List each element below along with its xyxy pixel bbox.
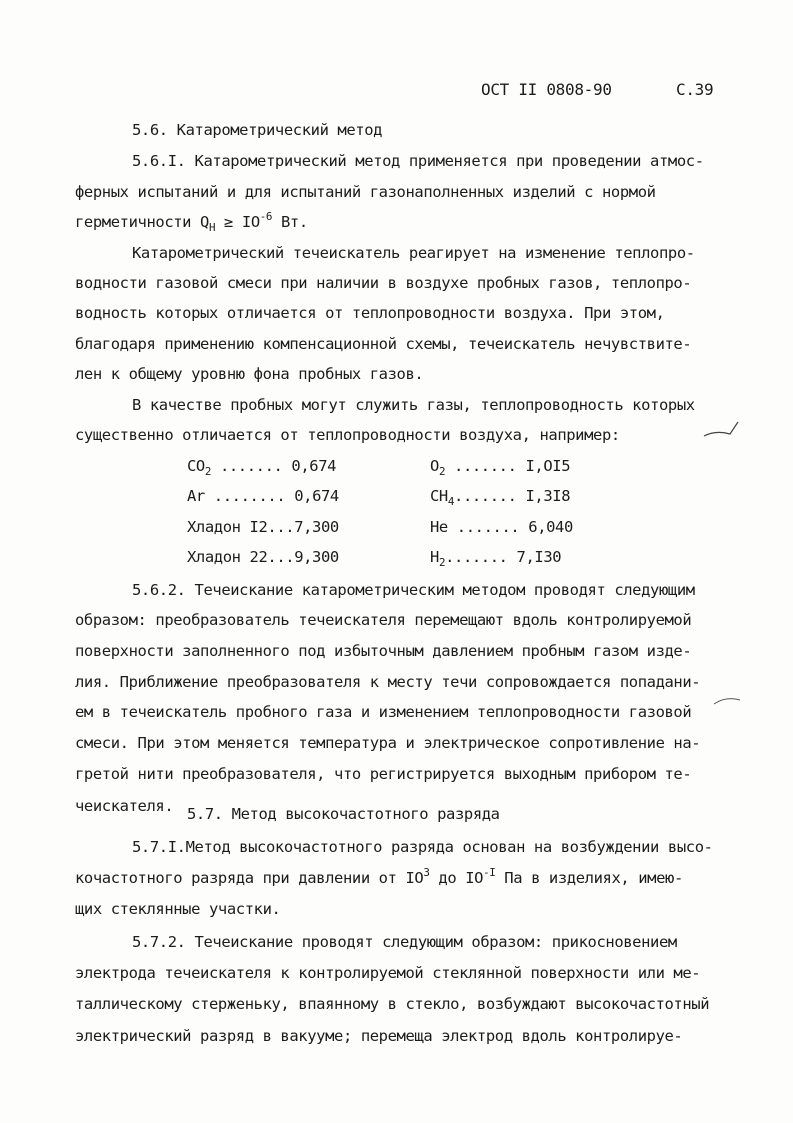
paragraph-line: лен к общему уровню фона пробных газов.: [75, 365, 424, 383]
gas-entry-ar: [187, 487, 339, 505]
gas-name: He: [430, 518, 448, 536]
document-code: ОСТ II 0808-90: [481, 80, 612, 99]
gas-subscript: 2: [204, 465, 212, 478]
paragraph-line: чеискателя.: [75, 797, 174, 815]
formula-q-subscript: Н: [208, 221, 216, 234]
gas-dots: ........: [204, 487, 295, 505]
gas-entry-freon-12: [187, 518, 339, 536]
gas-name: Хладон I2: [187, 518, 268, 536]
page-number: С.39: [676, 80, 714, 99]
paragraph-line: водность которых отличается от теплопроводности воздуха. При этом,: [75, 304, 665, 322]
gas-entry-o2: [430, 457, 571, 478]
gas-subscript: 2: [438, 465, 446, 478]
pressure-suffix: Па в изделиях, имею-: [495, 869, 683, 887]
gas-dots: ...: [267, 518, 295, 536]
paragraph-line: электрода течеискателя к контролируемой стеклянной поверхности или ме-: [75, 964, 701, 982]
paragraph-line: ферных испытаний и для испытаний газонаполненных изделий с нормой: [75, 183, 656, 201]
gas-name: H: [430, 548, 439, 566]
gas-dots: ...: [267, 548, 295, 566]
gas-entry-freon-22: [187, 548, 339, 566]
gas-entry-h2: [430, 548, 562, 569]
paragraph-line: 5.6.I. Катарометрический метод применяется при проведении атмос-: [132, 152, 704, 170]
margin-pencil-mark: [712, 694, 742, 708]
gas-subscript: 4: [447, 495, 455, 508]
paragraph-line: благодаря применению компенсационной схемы, течеискатель нечувствите-: [75, 335, 692, 353]
gas-dots: .......: [447, 518, 529, 536]
pressure-middle: до IO: [429, 869, 484, 887]
gas-name: CO: [187, 457, 205, 475]
paragraph-line: таллическому стерженьку, впаянному в стекло, возбуждают высокочастотный: [75, 995, 710, 1013]
gas-name: CH: [430, 487, 448, 505]
margin-pencil-mark: [700, 420, 740, 444]
formula-unit: Вт.: [272, 213, 308, 231]
paragraph-line: водности газовой смеси при наличии в воздухе пробных газов, теплопро-: [75, 274, 692, 292]
gas-subscript: 2: [438, 556, 446, 569]
formula-exponent: -6: [259, 210, 273, 223]
gas-dots: .......: [445, 548, 517, 566]
gas-entry-co2: [187, 457, 337, 478]
paragraph-line: 5.6.2. Течеискание катарометрическим методом проводят следующим: [132, 581, 695, 599]
pressure-exponent-from: 3: [423, 866, 430, 879]
gas-value: 7,I30: [516, 548, 562, 566]
paragraph-line: 5.7.I.Метод высокочастотного разряда основан на возбуждении высо-: [132, 838, 713, 856]
formula-relation: ≥ IO: [215, 213, 260, 231]
pressure-prefix: кочастотного разряда при давлении от IO: [75, 869, 424, 887]
gas-dots: .......: [454, 487, 526, 505]
paragraph-line: Катарометрический течеискатель реагирует на изменение теплопро-: [132, 244, 695, 262]
paragraph-line: электрический разряд в вакууме; перемеща электрод вдоль контролируе-: [75, 1027, 683, 1045]
paragraph-line: существенно отличается от теплопроводности воздуха, например:: [75, 426, 620, 444]
gas-value: 7,300: [294, 518, 339, 536]
section-heading-5-7: 5.7. Метод высокочастотного разряда: [187, 805, 500, 823]
paragraph-line: гретой нити преобразователя, что регистрируется выходным прибором те-: [75, 765, 692, 783]
gas-value: 0,674: [294, 487, 339, 505]
gas-value: I,3I8: [525, 487, 571, 505]
gas-name: Ar: [187, 487, 205, 505]
paragraph-line: поверхности заполненного под избыточным давлением пробным газом изде-: [75, 642, 692, 660]
gas-value: 9,300: [294, 548, 339, 566]
paragraph-line: ем в течеискатель пробного газа и изменением теплопроводности газовой: [75, 703, 692, 721]
paragraph-line: щих стеклянные участки.: [75, 900, 281, 918]
formula-prefix: герметичности: [75, 213, 201, 231]
paragraph-line: образом: преобразователь течеискателя перемещают вдоль контролируемой: [75, 611, 692, 629]
gas-value: 0,674: [291, 457, 337, 475]
gas-dots: .......: [211, 457, 292, 475]
gas-value: 6,040: [528, 518, 573, 536]
section-heading-5-6: 5.6. Катарометрический метод: [132, 121, 383, 139]
gas-name: O: [430, 457, 439, 475]
gas-entry-ch4: [430, 487, 571, 508]
pressure-exponent-to: -I: [483, 866, 496, 879]
paragraph-line: 5.7.2. Течеискание проводят следующим образом: прикосновением: [132, 933, 677, 951]
paragraph-line-formula: [75, 212, 308, 232]
paragraph-line: В качестве пробных могут служить газы, теплопроводность которых: [132, 396, 695, 414]
paragraph-line-pressure: [75, 868, 683, 888]
gas-value: I,OI5: [525, 457, 571, 475]
paragraph-line: лия. Приближение преобразователя к месту течи сопровождается попадани-: [75, 673, 701, 691]
paragraph-line: смеси. При этом меняется температура и электрическое сопротивление на-: [75, 734, 701, 752]
gas-entry-he: [430, 518, 573, 536]
gas-dots: .......: [445, 457, 526, 475]
formula-q: Q: [200, 213, 209, 231]
gas-name: Хладон 22: [187, 548, 268, 566]
